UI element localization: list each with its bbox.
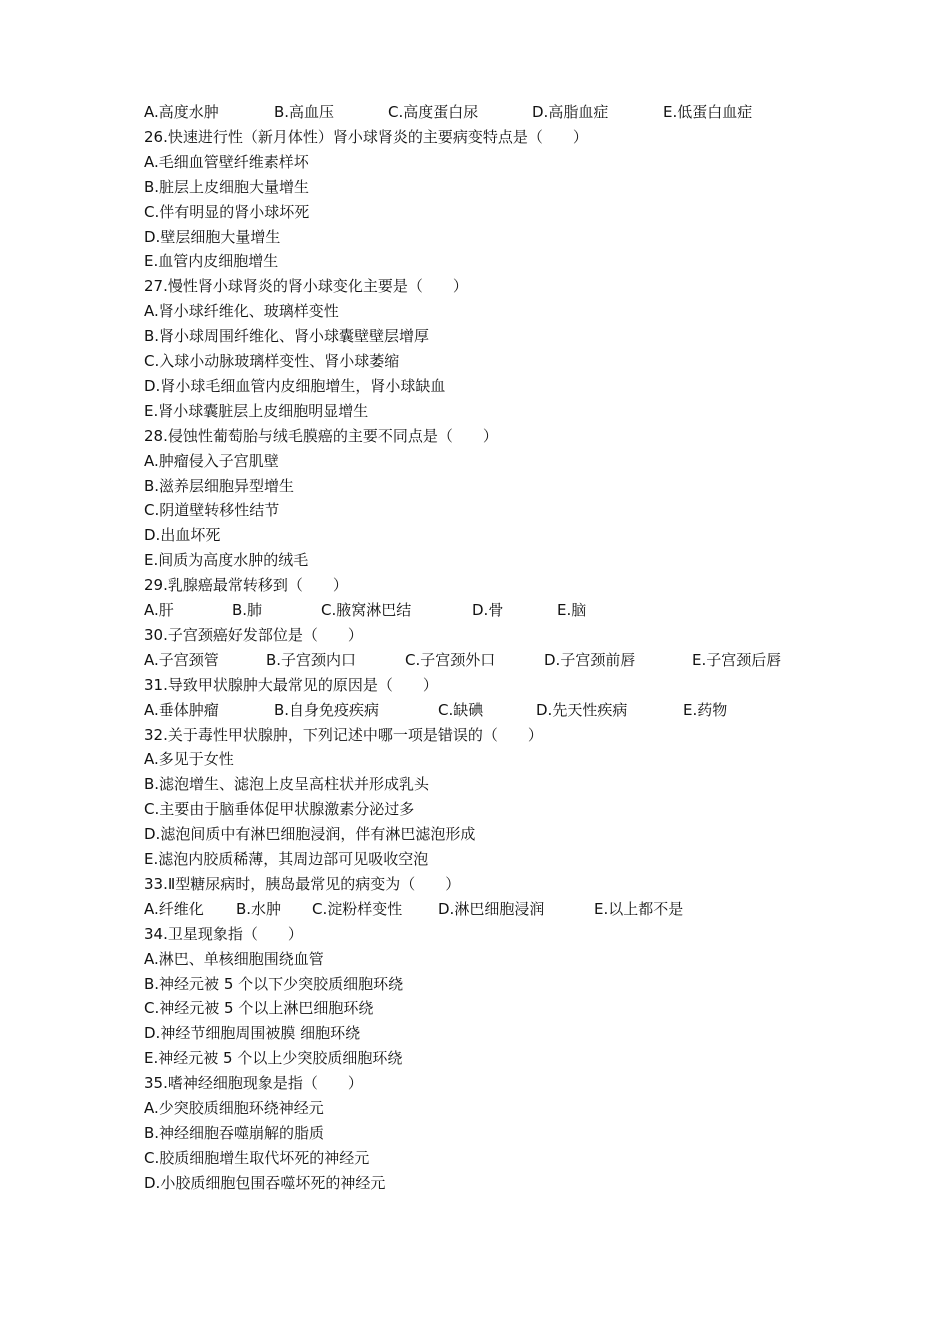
- question-text: 28.侵蚀性葡萄胎与绒毛膜癌的主要不同点是（ ）: [144, 426, 498, 445]
- answer-option: C.腋窝淋巴结: [321, 601, 412, 619]
- answer-option: A.多见于女性: [144, 750, 234, 769]
- question-text: 33.Ⅱ型糖尿病时，胰岛最常见的病变为（ ）: [144, 874, 461, 893]
- answer-option: C.阴道壁转移性结节: [144, 501, 280, 520]
- answer-option: B.子宫颈内口: [266, 650, 357, 669]
- answer-option: B.高血压: [274, 103, 335, 121]
- answer-option: E.肾小球囊脏层上皮细胞明显增生: [144, 401, 369, 420]
- answer-option: B.神经细胞吞噬崩解的脂质: [144, 1123, 325, 1142]
- answer-option: A.纤维化: [144, 899, 204, 918]
- answer-option: D.出血坏死: [144, 526, 221, 545]
- answer-option: A.毛细血管壁纤维素样坏: [144, 152, 309, 171]
- answer-option: D.肾小球毛细血管内皮细胞增生，肾小球缺血: [144, 376, 446, 395]
- answer-option: A.淋巴、单核细胞围绕血管: [144, 949, 324, 968]
- question-text: 31.导致甲状腺肿大最常见的原因是（ ）: [144, 675, 438, 694]
- answer-option: B.脏层上皮细胞大量增生: [144, 177, 310, 196]
- answer-option: E.药物: [683, 700, 728, 719]
- answer-option: A.少突胶质细胞环绕神经元: [144, 1099, 324, 1117]
- answer-option: E.脑: [557, 601, 587, 619]
- answer-option: C.缺碘: [438, 700, 484, 719]
- answer-option: E.低蛋白血症: [663, 103, 753, 121]
- answer-option: E.子宫颈后唇: [692, 650, 782, 669]
- answer-option: D.壁层细胞大量增生: [144, 227, 281, 246]
- answer-option: C.主要由于脑垂体促甲状腺激素分泌过多: [144, 800, 415, 819]
- answer-option: B.水肿: [236, 899, 282, 918]
- answer-option: B.肾小球周围纤维化、肾小球囊壁壁层增厚: [144, 327, 430, 346]
- answer-option: B.自身免疫疾病: [274, 700, 380, 719]
- answer-option: D.小胶质细胞包围吞噬坏死的神经元: [144, 1173, 386, 1192]
- question-text: 30.子宫颈癌好发部位是（ ）: [144, 625, 363, 644]
- answer-option: C.伴有明显的肾小球坏死: [144, 202, 310, 221]
- answer-option: A.垂体肿瘤: [144, 700, 219, 719]
- answer-option: E.血管内皮细胞增生: [144, 252, 279, 271]
- question-text: 34.卫星现象指（ ）: [144, 924, 303, 943]
- answer-option: B.滋养层细胞异型增生: [144, 476, 295, 495]
- question-text: 29.乳腺癌最常转移到（ ）: [144, 576, 348, 595]
- answer-option: A.肝: [144, 601, 174, 619]
- answer-option: A.肿瘤侵入子宫肌壁: [144, 451, 279, 470]
- answer-option: B.滤泡增生、滤泡上皮呈高柱状并形成乳头: [144, 775, 430, 794]
- answer-option: C.胶质细胞增生取代坏死的神经元: [144, 1148, 370, 1167]
- question-text: 27.慢性肾小球肾炎的肾小球变化主要是（ ）: [144, 277, 468, 296]
- question-text: 35.嗜神经细胞现象是指（ ）: [144, 1074, 363, 1093]
- answer-option: C.高度蛋白尿: [388, 103, 479, 121]
- answer-option: D.骨: [472, 601, 504, 619]
- answer-option: E.滤泡内胶质稀薄，其周边部可见吸收空泡: [144, 850, 429, 868]
- answer-option: E.间质为高度水肿的绒毛: [144, 551, 309, 570]
- answer-option: A.肾小球纤维化、玻璃样变性: [144, 302, 339, 321]
- question-text: 26.快速进行性（新月体性）肾小球肾炎的主要病变特点是（ ）: [144, 127, 588, 146]
- answer-option: B.神经元被 5 个以下少突胶质细胞环绕: [144, 974, 404, 993]
- answer-option: D.高脂血症: [532, 103, 609, 121]
- answer-option: C.神经元被 5 个以上淋巴细胞环绕: [144, 999, 374, 1018]
- answer-option: B.肺: [232, 601, 263, 619]
- answer-option: C.入球小动脉玻璃样变性、肾小球萎缩: [144, 352, 400, 370]
- answer-option: C.子宫颈外口: [405, 650, 496, 669]
- answer-option: C.淀粉样变性: [312, 899, 403, 918]
- answer-option: D.先天性疾病: [536, 700, 628, 719]
- answer-option: D.子宫颈前唇: [544, 650, 636, 669]
- question-text: 32.关于毒性甲状腺肿，下列记述中哪一项是错误的（ ）: [144, 725, 543, 744]
- answer-option: D.神经节细胞周围被膜 细胞环绕: [144, 1024, 361, 1043]
- answer-option: E.神经元被 5 个以上少突胶质细胞环绕: [144, 1049, 403, 1068]
- answer-option: A.子宫颈管: [144, 650, 219, 669]
- answer-option: A.高度水肿: [144, 103, 219, 121]
- answer-option: D.淋巴细胞浸润: [438, 899, 545, 918]
- answer-option: E.以上都不是: [594, 899, 684, 918]
- answer-option: D.滤泡间质中有淋巴细胞浸润，伴有淋巴滤泡形成: [144, 825, 476, 844]
